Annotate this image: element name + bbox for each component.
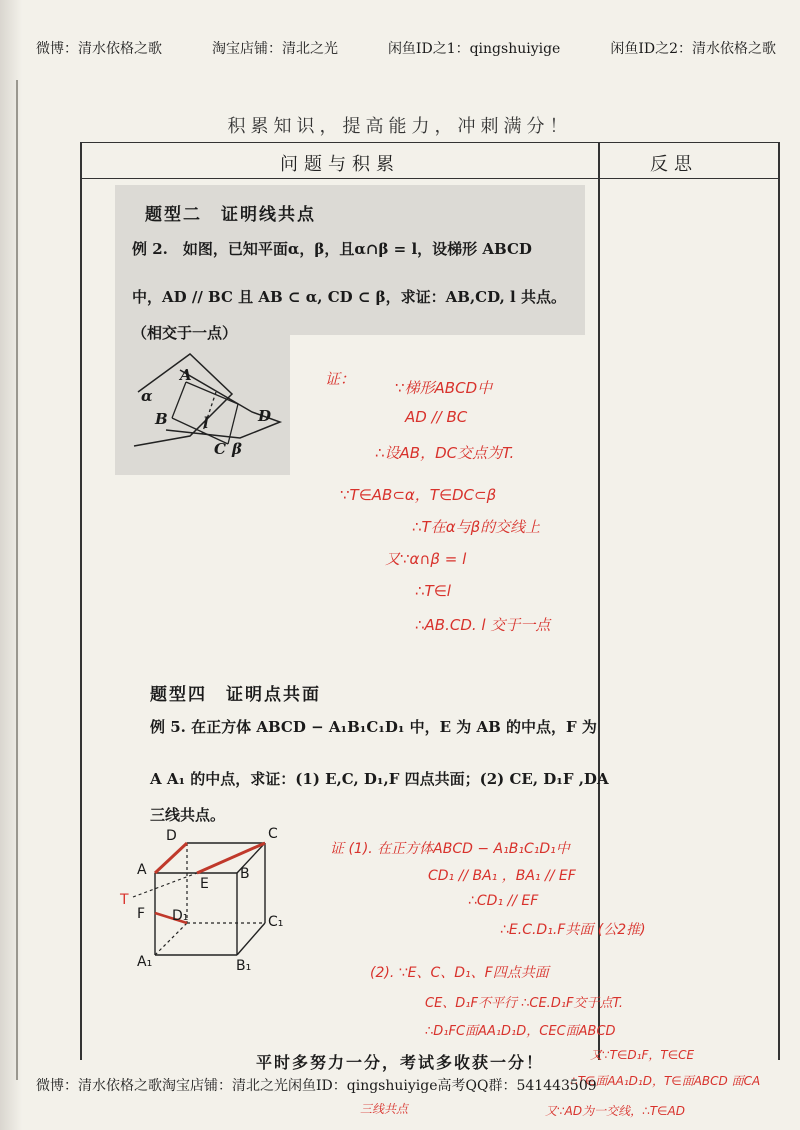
cube-label-e: E	[200, 876, 209, 892]
fig-label-beta: β	[232, 440, 242, 458]
cube-red-ce	[197, 843, 265, 873]
proof1-start: 证：	[325, 370, 356, 388]
bottom-motto: 平时多努力一分，考试多收获一分！	[255, 1053, 544, 1072]
footer-weibo: 微博：清水依格之歌	[36, 1078, 162, 1094]
table-right-border	[778, 142, 780, 1060]
header-xianyu2: 闲鱼ID之2：清水依格之歌	[610, 41, 776, 57]
cube-label-d: D	[166, 828, 177, 844]
proof1-line4: ∵T∈AB⊂α，T∈DC⊂β	[340, 486, 497, 504]
fig-label-c: C	[214, 440, 226, 458]
cube-label-a1: A₁	[137, 954, 153, 970]
example5-line3: 三线共点。	[150, 806, 226, 824]
proof1-line6: 又∵α∩β = l	[385, 550, 467, 568]
cube-label-c1: C₁	[268, 914, 284, 930]
header-taobao: 淘宝店铺：清北之光	[211, 41, 338, 57]
page-binding-shadow	[0, 0, 22, 1130]
section4-title: 题型四 证明点共面	[150, 685, 321, 705]
cube-figure	[125, 825, 295, 975]
proof1-line5: ∴T在α与β的交线上	[412, 518, 541, 536]
proof2-line11: 三线共点	[360, 1102, 409, 1116]
proof1-line1: ∵梯形ABCD中	[395, 379, 493, 397]
footer-qq: 高考QQ群：541443509	[437, 1078, 597, 1094]
example5-line1: 例 5. 在正方体 ABCD − A₁B₁C₁D₁ 中，E 为 AB 的中点，F 为	[150, 718, 597, 736]
proof1-line8: ∴AB.CD. l 交于一点	[415, 616, 551, 634]
proof2-line10: 又∵AD为一交线，∴T∈AD	[545, 1104, 685, 1118]
proof2-line5: (2). ∵E、C、D₁、F四点共面	[370, 965, 549, 981]
column-header-reflection: 反思	[650, 154, 698, 175]
footer-xianyu: 闲鱼ID：qingshuiyige	[288, 1078, 438, 1094]
column-header-questions: 问题与积累	[280, 154, 400, 175]
cube-label-t: T	[120, 892, 129, 908]
proof2-line9: ∴T∈面AA₁D₁D，T∈面ABCD 面CA	[570, 1074, 761, 1088]
cube-label-f: F	[137, 906, 146, 922]
cube-label-a: A	[137, 862, 147, 878]
proof2-line1: 证 (1). 在正方体ABCD − A₁B₁C₁D₁中	[330, 841, 570, 857]
cube-label-b1: B₁	[236, 958, 252, 974]
proof1-line7: ∴T∈l	[415, 582, 451, 600]
fig-label-l: l	[203, 414, 209, 432]
proof1-line3: ∴设AB，DC交点为T.	[375, 444, 515, 462]
example2-line1: 例 2. 如图，已知平面α，β，且α∩β = l，设梯形 ABCD	[132, 240, 532, 258]
proof2-line4: ∴E.C.D₁.F共面 (公2推)	[500, 922, 646, 938]
header-weibo: 微博：清水依格之歌	[36, 41, 162, 57]
page-motto: 积累知识，提高能力，冲刺满分！	[227, 116, 573, 137]
cube-label-b: B	[240, 866, 250, 882]
proof2-line7: ∴D₁FC面AA₁D₁D，CEC面ABCD	[425, 1024, 616, 1039]
cube-edge-a1d1	[155, 923, 187, 955]
proof2-line2: CD₁ // BA₁ ，BA₁ // EF	[428, 868, 576, 884]
cube-label-d1: D₁	[172, 908, 189, 924]
cube-edge-b1c1	[237, 923, 265, 955]
proof1-line2: AD // BC	[405, 408, 468, 426]
footer-taobao: 淘宝店铺：清北之光	[162, 1078, 288, 1094]
fig-label-alpha: α	[141, 387, 153, 405]
header-bar	[36, 38, 776, 58]
table-left-border	[80, 142, 82, 1060]
example5-line2: A A₁ 的中点，求证：(1) E,C, D₁,F 四点共面；(2) CE, D₁F ,DA	[150, 770, 609, 788]
cube-red-da	[155, 843, 187, 873]
proof2-line3: ∴CD₁ // EF	[468, 893, 539, 909]
proof2-line8: 又∵T∈D₁F，T∈CE	[590, 1048, 695, 1062]
section2-title: 题型二 证明线共点	[145, 205, 316, 225]
footer-bar	[36, 1075, 597, 1095]
fig-label-a: A	[180, 366, 192, 384]
cube-label-c: C	[268, 826, 278, 842]
example2-line3: （相交于一点）	[132, 324, 238, 342]
table-header-line	[80, 178, 780, 179]
fig-label-b: B	[155, 410, 168, 428]
segment-ab	[172, 382, 186, 418]
header-xianyu1: 闲鱼ID之1：qingshuiyige	[387, 41, 561, 57]
example2-line2: 中，AD // BC 且 AB ⊂ α, CD ⊂ β，求证：AB,CD, l 共点。	[132, 288, 566, 306]
fig-label-d: D	[258, 407, 272, 425]
planes-figure	[120, 340, 300, 470]
proof2-line6: CE、D₁F不平行 ∴CE.D₁F交于点T.	[425, 996, 624, 1011]
